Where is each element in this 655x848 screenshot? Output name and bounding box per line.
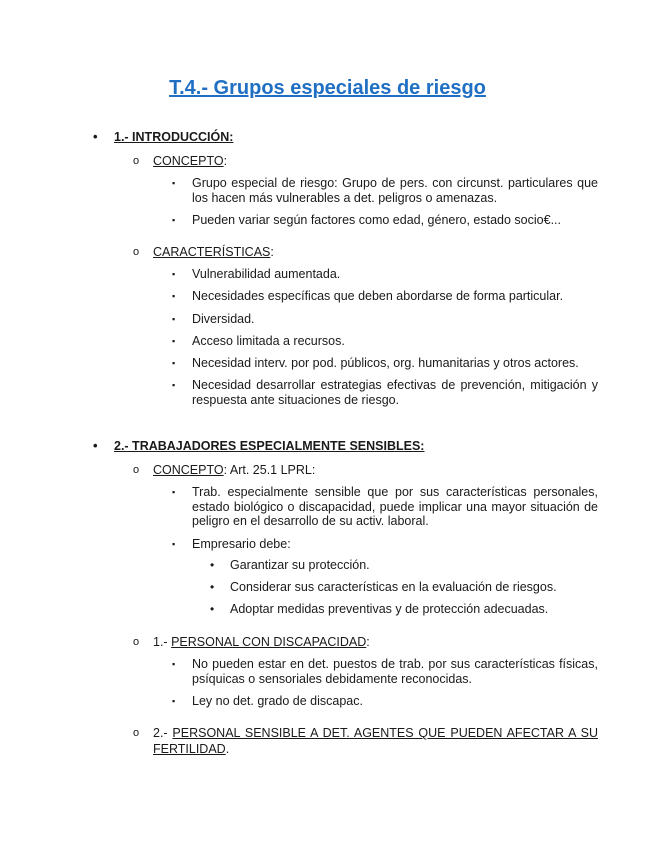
square-bullet-icon: ▪	[172, 215, 176, 225]
square-bullet-icon: ▪	[172, 314, 176, 324]
square-bullet-icon: ▪	[172, 178, 176, 188]
document-page: T.4.- Grupos especiales de riesgo • 1.- INTRODUCCIÓN: o CONCEPTO: ▪ Grupo especial de riesgo: Grupo de pers. con circunst. particulares que los hacen más vulnerables a det. peligros o amenazas. ▪ Pueden variar según factores como edad, género, estado socio€... o CARACTERÍSTICAS: ▪ Vulnerabilidad aumentada. ▪ Necesidades específicas que deben abordarse de forma particular. ▪ Diversidad. ▪ Acceso limitada a recursos. ▪ Necesidad interv. por pod. públicos, org. humanitarias y otros actores. ▪ Necesidad desarrollar estrategias efectivas de prevención, mitigación y respuesta ante situaciones de riesgo. • 2.- TRABAJADORES ESPECIALMENTE SENSIBLES: o CONCEPTO: Art. 25.1 LPRL: ▪ Trab. especialmente sensible que por sus características personales, estado biológico o discapacidad, puede implicar una mayor situación de peligro en el desarrollo de su activ. laboral. ▪ Empresario debe: • Garantizar su protección. • Considerar sus características en la evaluación de riesgos. • Adoptar medidas preventivas y de protección adecuadas. o 1.- PERSONAL CON DISCAPACIDAD: ▪ No pueden estar en det. puestos de trab. por sus características físicas, psíquicas o sensoriales debidamente reconocidas. ▪ Ley no det. grado de discapac. o 2.- PERSONAL SENSIBLE A DET. AGENTES QUE PUEDEN AFECTAR A SU FERTILIDAD.	[0, 0, 655, 848]
circle-bullet-icon: o	[133, 464, 140, 476]
bullet-icon: •	[210, 558, 215, 572]
bullet-icon: •	[210, 580, 215, 594]
section-heading-text: 2.- TRABAJADORES ESPECIALMENTE SENSIBLES:	[114, 439, 425, 453]
subheading-prefix: 1.-	[153, 635, 172, 649]
subheading-prefix: 2.-	[153, 726, 173, 740]
subheading-label: CONCEPTO	[153, 463, 224, 477]
square-bullet-icon: ▪	[172, 380, 176, 390]
square-bullet-icon: ▪	[172, 539, 176, 549]
bullet-icon: •	[93, 438, 98, 453]
square-bullet-icon: ▪	[172, 269, 176, 279]
subheading-suffix: :	[366, 635, 370, 649]
circle-bullet-icon: o	[133, 636, 140, 648]
subheading-label: CONCEPTO	[153, 154, 224, 168]
circle-bullet-icon: o	[133, 727, 140, 739]
square-bullet-icon: ▪	[172, 358, 176, 368]
square-bullet-icon: ▪	[172, 696, 176, 706]
subheading-label: PERSONAL SENSIBLE A DET. AGENTES QUE PUEDEN AFECTAR A SU FERTILIDAD	[153, 726, 598, 756]
subheading-suffix: :	[223, 154, 228, 168]
square-bullet-icon: ▪	[172, 336, 176, 346]
subheading-label: CARACTERÍSTICAS	[153, 245, 271, 259]
square-bullet-icon: ▪	[172, 291, 176, 301]
square-bullet-icon: ▪	[172, 487, 176, 497]
subheading-suffix: .	[225, 742, 230, 756]
subheading-suffix: :	[270, 245, 274, 259]
square-bullet-icon: ▪	[172, 659, 176, 669]
bullet-icon: •	[210, 602, 215, 616]
circle-bullet-icon: o	[133, 155, 140, 167]
page-title: T.4.- Grupos especiales de riesgo	[169, 77, 486, 99]
subheading-suffix: : Art. 25.1 LPRL:	[223, 463, 316, 477]
circle-bullet-icon: o	[133, 246, 140, 258]
subheading-label: PERSONAL CON DISCAPACIDAD	[171, 635, 367, 649]
bullet-icon: •	[93, 129, 98, 144]
section-heading-text: 1.- INTRODUCCIÓN:	[114, 130, 234, 144]
